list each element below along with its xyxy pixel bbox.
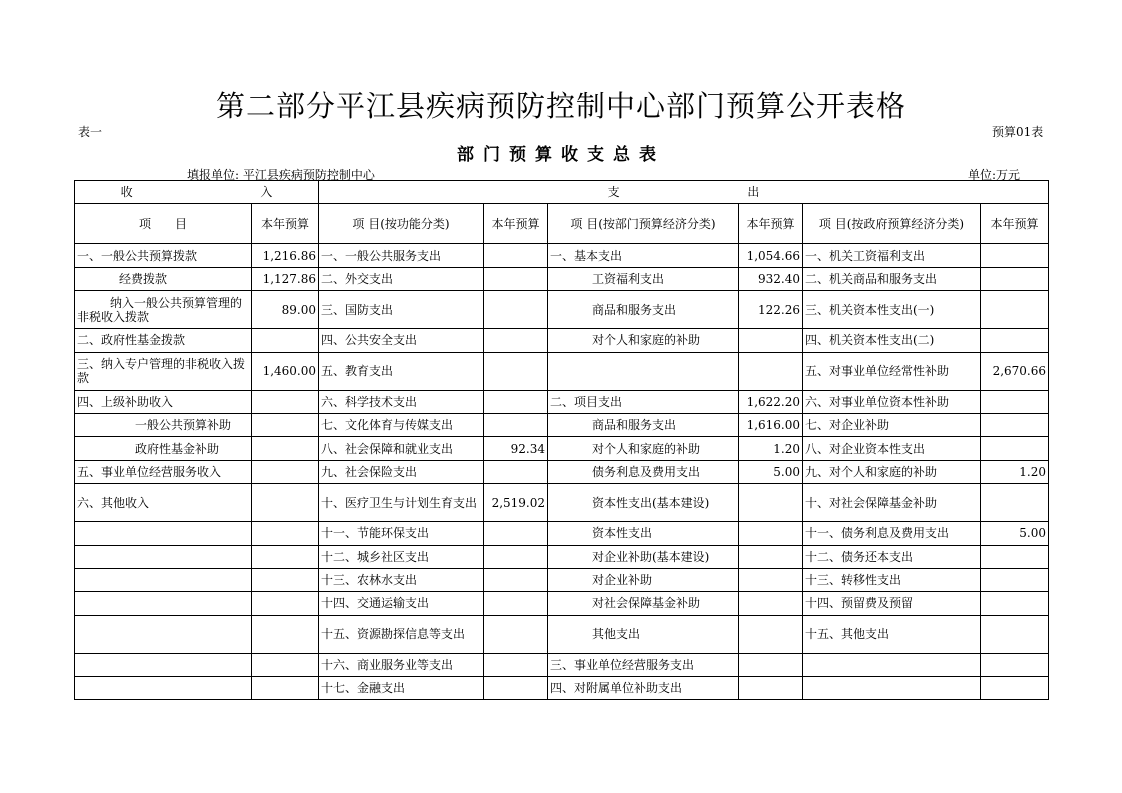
amount-cell [252, 460, 319, 483]
item-cell: 一、一般公共预算拨款 [75, 244, 252, 267]
amount-cell: 1.20 [739, 437, 803, 460]
item-cell: 四、公共安全支出 [319, 329, 484, 352]
item-cell: 十五、资源勘探信息等支出 [319, 615, 484, 653]
item-cell: 六、其他收入 [75, 484, 252, 522]
amount-cell [981, 653, 1049, 676]
amount-cell [981, 413, 1049, 436]
amount-cell [739, 329, 803, 352]
table-row [75, 522, 1049, 545]
item-cell: 九、社会保险支出 [319, 460, 484, 483]
amount-cell [484, 267, 548, 290]
item-cell: 债务利息及费用支出 [548, 460, 739, 483]
amount-cell [981, 677, 1049, 700]
amount-cell [981, 592, 1049, 615]
amount-cell [739, 677, 803, 700]
amount-cell [739, 522, 803, 545]
amount-cell [252, 522, 319, 545]
amount-cell [484, 413, 548, 436]
item-cell: 其他支出 [548, 615, 739, 653]
column-header: 本年预算 [484, 204, 548, 244]
amount-cell [981, 484, 1049, 522]
amount-cell [252, 545, 319, 568]
amount-cell [739, 592, 803, 615]
amount-cell [484, 615, 548, 653]
item-cell: 对企业补助(基本建设) [548, 545, 739, 568]
amount-cell: 89.00 [252, 291, 319, 329]
amount-cell [484, 545, 548, 568]
item-cell: 五、对事业单位经常性补助 [803, 352, 981, 390]
amount-cell [252, 484, 319, 522]
item-cell [75, 677, 252, 700]
amount-cell [739, 484, 803, 522]
amount-cell: 5.00 [739, 460, 803, 483]
expense-group-header [319, 181, 1049, 204]
table-row [75, 460, 1049, 483]
item-cell: 一、一般公共服务支出 [319, 244, 484, 267]
item-cell [548, 352, 739, 390]
amount-cell: 1.20 [981, 460, 1049, 483]
column-header: 本年预算 [252, 204, 319, 244]
income-group-char: 收 [120, 185, 133, 200]
form-code: 预算01表 [992, 125, 1044, 139]
item-cell: 纳入一般公共预算管理的非税收入拨款 [75, 291, 252, 329]
item-cell: 四、上级补助收入 [75, 390, 252, 413]
item-cell: 十三、农林水支出 [319, 568, 484, 591]
amount-cell [739, 545, 803, 568]
item-cell: 三、国防支出 [319, 291, 484, 329]
amount-cell [981, 545, 1049, 568]
table-title: 部门预算收支总表 [457, 145, 665, 165]
item-cell: 政府性基金补助 [75, 437, 252, 460]
amount-cell: 1,460.00 [252, 352, 319, 390]
table-row [75, 244, 1049, 267]
amount-cell: 1,054.66 [739, 244, 803, 267]
amount-cell: 2,670.66 [981, 352, 1049, 390]
expense-group-char: 支 [607, 185, 620, 200]
item-cell: 十一、节能环保支出 [319, 522, 484, 545]
table-row [75, 413, 1049, 436]
amount-cell [981, 244, 1049, 267]
table-row [75, 653, 1049, 676]
item-cell: 十二、城乡社区支出 [319, 545, 484, 568]
amount-cell [252, 592, 319, 615]
item-cell: 五、教育支出 [319, 352, 484, 390]
table-row [75, 390, 1049, 413]
amount-cell [484, 329, 548, 352]
amount-cell [252, 568, 319, 591]
amount-cell: 5.00 [981, 522, 1049, 545]
amount-cell: 1,616.00 [739, 413, 803, 436]
item-cell: 资本性支出 [548, 522, 739, 545]
item-cell: 三、机关资本性支出(一) [803, 291, 981, 329]
item-cell: 十七、金融支出 [319, 677, 484, 700]
item-cell: 十六、商业服务业等支出 [319, 653, 484, 676]
table-row [75, 568, 1049, 591]
amount-cell [252, 329, 319, 352]
item-cell: 十三、转移性支出 [803, 568, 981, 591]
item-cell: 七、文化体育与传媒支出 [319, 413, 484, 436]
amount-cell: 122.26 [739, 291, 803, 329]
amount-cell [739, 352, 803, 390]
item-cell: 对个人和家庭的补助 [548, 437, 739, 460]
amount-cell [252, 390, 319, 413]
column-header: 本年预算 [739, 204, 803, 244]
amount-cell [981, 291, 1049, 329]
item-cell: 商品和服务支出 [548, 291, 739, 329]
item-cell [803, 653, 981, 676]
amount-cell [981, 437, 1049, 460]
item-cell: 四、对附属单位补助支出 [548, 677, 739, 700]
unit-label: 单位:万元 [968, 168, 1021, 182]
amount-cell [484, 460, 548, 483]
column-header: 项 目(按功能分类) [319, 204, 484, 244]
item-cell: 一般公共预算补助 [75, 413, 252, 436]
amount-cell [484, 568, 548, 591]
item-cell: 六、对事业单位资本性补助 [803, 390, 981, 413]
amount-cell [484, 291, 548, 329]
table-row [75, 484, 1049, 522]
amount-cell [739, 615, 803, 653]
column-header: 本年预算 [981, 204, 1049, 244]
amount-cell [484, 352, 548, 390]
item-cell: 商品和服务支出 [548, 413, 739, 436]
item-cell [75, 653, 252, 676]
table-row [75, 267, 1049, 290]
item-cell [75, 592, 252, 615]
item-cell: 二、外交支出 [319, 267, 484, 290]
amount-cell [981, 568, 1049, 591]
table-row [75, 352, 1049, 390]
amount-cell [981, 390, 1049, 413]
item-cell [75, 615, 252, 653]
table-row [75, 677, 1049, 700]
amount-cell [484, 653, 548, 676]
expense-group-char: 出 [747, 185, 760, 200]
item-cell: 八、对企业资本性支出 [803, 437, 981, 460]
item-cell: 九、对个人和家庭的补助 [803, 460, 981, 483]
amount-cell [484, 244, 548, 267]
amount-cell [981, 329, 1049, 352]
item-cell: 六、科学技术支出 [319, 390, 484, 413]
amount-cell [252, 653, 319, 676]
amount-cell [739, 653, 803, 676]
amount-cell [484, 592, 548, 615]
column-header: 项 目 [75, 204, 252, 244]
item-cell: 对企业补助 [548, 568, 739, 591]
column-header: 项 目(按部门预算经济分类) [548, 204, 739, 244]
amount-cell [484, 390, 548, 413]
amount-cell [739, 568, 803, 591]
budget-summary-table [74, 180, 1049, 700]
income-group-char: 入 [260, 185, 273, 200]
item-cell: 对个人和家庭的补助 [548, 329, 739, 352]
item-cell: 一、机关工资福利支出 [803, 244, 981, 267]
item-cell: 工资福利支出 [548, 267, 739, 290]
item-cell: 三、事业单位经营服务支出 [548, 653, 739, 676]
amount-cell [252, 413, 319, 436]
item-cell: 十二、债务还本支出 [803, 545, 981, 568]
item-cell: 十、对社会保障基金补助 [803, 484, 981, 522]
amount-cell: 1,127.86 [252, 267, 319, 290]
item-cell [75, 545, 252, 568]
item-cell: 三、纳入专户管理的非税收入拨款 [75, 352, 252, 390]
table-label: 表一 [78, 125, 103, 139]
item-cell: 一、基本支出 [548, 244, 739, 267]
item-cell: 二、项目支出 [548, 390, 739, 413]
amount-cell: 932.40 [739, 267, 803, 290]
amount-cell [252, 615, 319, 653]
item-cell: 八、社会保障和就业支出 [319, 437, 484, 460]
table-row [75, 545, 1049, 568]
item-cell: 十五、其他支出 [803, 615, 981, 653]
item-cell [803, 677, 981, 700]
table-row [75, 329, 1049, 352]
item-cell [75, 568, 252, 591]
item-cell: 对社会保障基金补助 [548, 592, 739, 615]
amount-cell: 2,519.02 [484, 484, 548, 522]
item-cell: 十一、债务利息及费用支出 [803, 522, 981, 545]
item-cell: 十、医疗卫生与计划生育支出 [319, 484, 484, 522]
amount-cell: 92.34 [484, 437, 548, 460]
column-header: 项 目(按政府预算经济分类) [803, 204, 981, 244]
amount-cell [252, 677, 319, 700]
page-title: 第二部分平江县疾病预防控制中心部门预算公开表格 [215, 89, 906, 123]
table-row [75, 615, 1049, 653]
item-cell: 四、机关资本性支出(二) [803, 329, 981, 352]
table-row [75, 291, 1049, 329]
amount-cell: 1,622.20 [739, 390, 803, 413]
column-header-row [75, 204, 1049, 244]
filing-unit: 填报单位: 平江县疾病预防控制中心 [187, 168, 375, 182]
item-cell: 十四、交通运输支出 [319, 592, 484, 615]
amount-cell [252, 437, 319, 460]
item-cell: 七、对企业补助 [803, 413, 981, 436]
amount-cell [484, 677, 548, 700]
table-row [75, 592, 1049, 615]
item-cell [75, 522, 252, 545]
amount-cell [484, 522, 548, 545]
item-cell: 经费拨款 [75, 267, 252, 290]
item-cell: 二、机关商品和服务支出 [803, 267, 981, 290]
table-row [75, 437, 1049, 460]
item-cell: 十四、预留费及预留 [803, 592, 981, 615]
amount-cell [981, 615, 1049, 653]
item-cell: 二、政府性基金拨款 [75, 329, 252, 352]
amount-cell: 1,216.86 [252, 244, 319, 267]
item-cell: 五、事业单位经营服务收入 [75, 460, 252, 483]
amount-cell [981, 267, 1049, 290]
income-group-header [75, 181, 319, 204]
item-cell: 资本性支出(基本建设) [548, 484, 739, 522]
group-header-row [75, 181, 1049, 204]
